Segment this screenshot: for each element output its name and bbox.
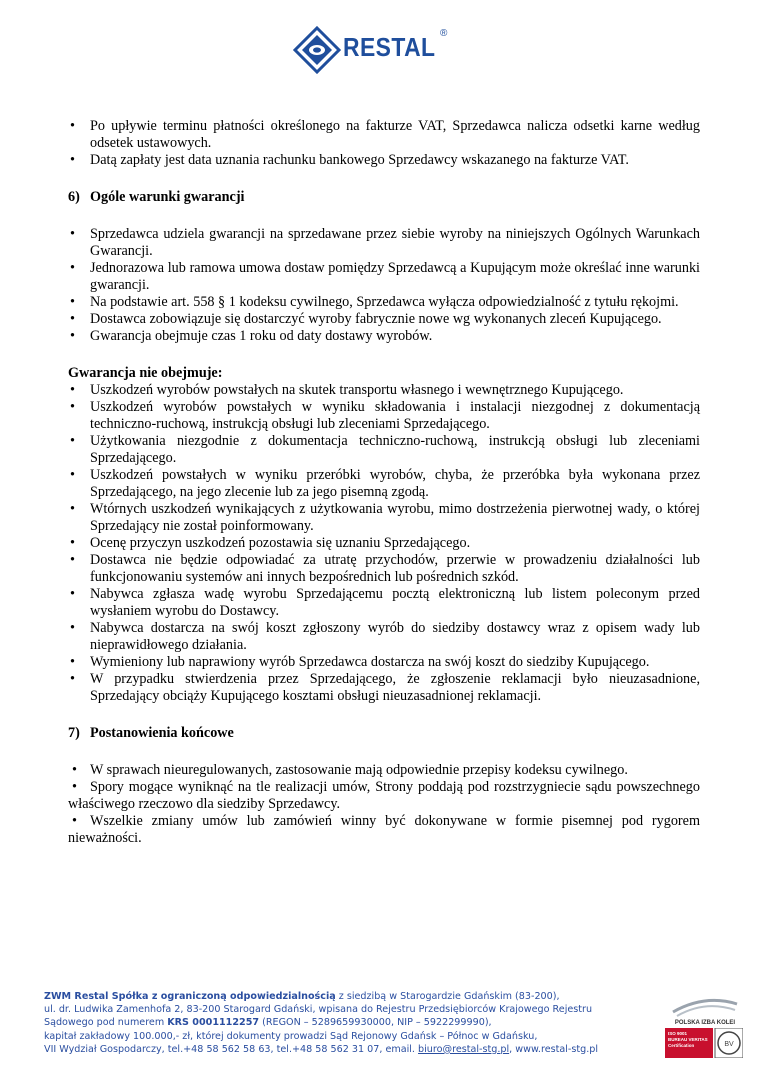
list-item: • Gwarancja obejmuje czas 1 roku od daty dostawy wyrobów. xyxy=(68,328,700,345)
section-7-heading xyxy=(68,725,700,742)
exclusions-heading: Gwarancja nie obejmuje: xyxy=(68,365,223,381)
bv-text: ISO 9001 BUREAU VERITAS Certification xyxy=(668,1031,708,1048)
company-footer xyxy=(44,990,654,1056)
list-item: • Uszkodzeń wyrobów powstałych na skutek transportu własnego i wewnętrznego Kupującego. xyxy=(68,382,700,399)
exclusions-list xyxy=(68,382,700,705)
warranty-terms-list xyxy=(68,226,700,345)
section-number: 6) xyxy=(68,189,80,205)
section-number: 7) xyxy=(68,725,80,741)
final-provision: • Spory mogące wyniknąć na tle realizacji umów, Strony poddają pod rozstrzygniecie sądu powszechnego właściwego rzeczowo dla siedziby Sprzedawcy. xyxy=(68,779,700,812)
company-name: ZWM Restal Spółka z ograniczoną odpowiedzialnością xyxy=(44,991,336,1002)
list-item: • Uszkodzeń wyrobów powstałych w wyniku składowania i instalacji niezgodnej z dokumentacją techniczno-ruchową, instrukcją obsługi lub zleceniami Sprzedającego. xyxy=(68,399,700,433)
svg-text:BV: BV xyxy=(724,1041,734,1048)
payment-terms-list xyxy=(68,118,700,169)
bullet-glyph: • xyxy=(72,779,77,795)
footer-line: Sądowego pod numerem KRS 0001112257 (REGON – 5289659930000, NIP – 5922299990), xyxy=(44,1017,492,1029)
list-item: • Wymieniony lub naprawiony wyrób Sprzedawca dostarcza na swój koszt do siedziby Kupującego. xyxy=(68,654,700,671)
email-link[interactable]: biuro@restal-stg.pl xyxy=(418,1043,510,1055)
list-item: • Dostawca zobowiązuje się dostarczyć wyroby fabrycznie nowe wg wykonanych zleceń Kupującego. xyxy=(68,311,700,328)
list-item: • Uszkodzeń powstałych w wyniku przeróbki wyrobów, chyba, że przeróbka była wykonana przez Sprzedającego, na jego zlecenie lub za jego pisemną zgodą. xyxy=(68,467,700,501)
registered-mark: ® xyxy=(440,28,448,39)
website-text: www.restal-stg.pl xyxy=(515,1043,599,1055)
restal-logo-icon xyxy=(293,26,341,74)
list-item: • Nabywca dostarcza na swój koszt zgłoszony wyrób do siedziby dostawcy wraz z opisem wady lub nieprawidłowego działania. xyxy=(68,620,700,654)
logo-wordmark: RESTAL xyxy=(343,32,436,62)
bullet-glyph: • xyxy=(72,762,77,778)
final-provision: • Wszelkie zmiany umów lub zamówień winny być dokonywane w formie pisemnej pod rygorem nieważności. xyxy=(68,813,700,846)
list-item: • Nabywca zgłasza wadę wyrobu Sprzedającemu pocztą elektroniczną lub listem poleconym przed wysłaniem wyrobu do Dostawcy. xyxy=(68,586,700,620)
footer-line: ZWM Restal Spółka z ograniczoną odpowiedzialnością z siedzibą w Starogardzie Gdańskim (83-200), xyxy=(44,991,560,1002)
krs-number: KRS 0001112257 xyxy=(167,1017,260,1029)
restal-logo xyxy=(293,22,473,78)
list-item: • Użytkowania niezgodnie z dokumentacja techniczno-ruchową, instrukcją obsługi lub zleceniami Sprzedającego. xyxy=(68,433,700,467)
list-item: • Sprzedawca udziela gwarancji na sprzedawane przez siebie wyroby na niniejszych Ogólnych Warunkach Gwarancji. xyxy=(68,226,700,260)
pik-label: POLSKA IZBA KOLEI xyxy=(674,1020,736,1026)
section-title: Postanowienia końcowe xyxy=(90,725,234,741)
footer-line: ul. dr. Ludwika Zamenhofa 2, 83-200 Starogard Gdański, wpisana do Rejestru Przedsiębiorców Krajowego Rejestru xyxy=(44,1004,593,1016)
footer-line: VII Wydział Gospodarczy, tel.+48 58 562 58 63, tel.+48 58 562 31 07, email. biuro@restal-stg.pl, www.restal-stg.pl xyxy=(44,1043,599,1055)
list-item: • Jednorazowa lub ramowa umowa dostaw pomiędzy Sprzedawcą a Kupującym może określać inne warunki gwarancji. xyxy=(68,260,700,294)
list-item: • Dostawca nie będzie odpowiadać za utratę przychodów, przerwie w prowadzeniu działalności lub funkcjonowaniu systemów ani innych bezpośrednich lub pośrednich szkód. xyxy=(68,552,700,586)
list-item: • Wtórnych uszkodzeń wynikających z użytkowania wyrobu, mimo dostrzeżenia pierwotnej wady, o której Sprzedający nie został poinformowany. xyxy=(68,501,700,535)
document-body xyxy=(68,118,700,847)
section-6-heading xyxy=(68,189,700,206)
footer-line: kapitał zakładowy 100.000,- zł, której dokumenty prowadzi Sąd Rejonowy Gdańsk – Północ w Gdańsku, xyxy=(44,1030,538,1042)
list-item: • Na podstawie art. 558 § 1 kodeksu cywilnego, Sprzedawca wyłącza odpowiedzialność z tytułu rękojmi. xyxy=(68,294,700,311)
list-item: • Po upływie terminu płatności określonego na fakturze VAT, Sprzedawca nalicza odsetki karne według odsetek ustawowych. xyxy=(68,118,700,152)
bullet-glyph: • xyxy=(72,813,77,829)
pik-logo-icon xyxy=(665,990,745,1020)
list-item: • Ocenę przyczyn uszkodzeń pozostawia się uznaniu Sprzedającego. xyxy=(68,535,700,552)
certification-logos xyxy=(665,990,745,1060)
section-title: Ogóle warunki gwarancji xyxy=(90,189,245,205)
list-item: • Datą zapłaty jest data uznania rachunku bankowego Sprzedawcy wskazanego na fakturze VAT. xyxy=(68,152,700,169)
final-provision: • W sprawach nieuregulowanych, zastosowanie mają odpowiednie przepisy kodeksu cywilnego. xyxy=(72,762,628,778)
list-item: • W przypadku stwierdzenia przez Sprzedającego, że zgłoszenie reklamacji było nieuzasadnione, Sprzedający obciąży Kupującego kosztami obsługi nieuzasadnionej reklamacji. xyxy=(68,671,700,705)
